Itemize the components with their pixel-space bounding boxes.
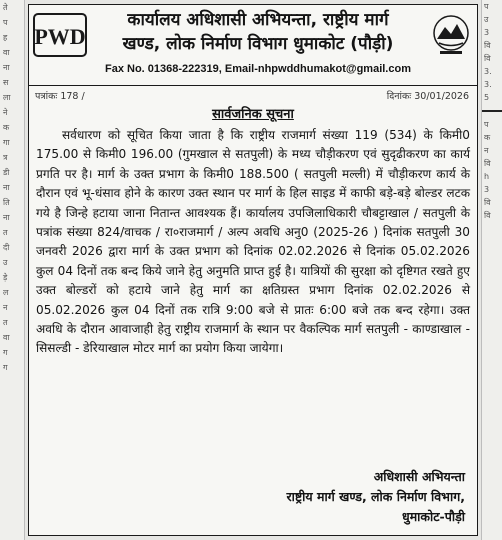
letterhead — [29, 5, 477, 86]
edge-text: प — [484, 2, 489, 11]
column-divider — [482, 110, 502, 112]
edge-text: ह — [3, 33, 8, 42]
signatory-title: अधिशासी अभियन्ता — [373, 469, 465, 484]
edge-text: ने — [3, 108, 8, 117]
reference-number: पत्रांकः 178 / — [35, 91, 85, 102]
edge-text: गा — [3, 138, 10, 147]
edge-text: वि — [484, 211, 491, 220]
reference-row — [29, 86, 477, 102]
edge-text: ड़े — [3, 273, 8, 282]
edge-text: वि — [484, 159, 491, 168]
edge-text: प — [3, 18, 8, 27]
notice-title: सार्वजनिक सूचना — [212, 107, 294, 122]
pwd-logo — [33, 13, 87, 57]
edge-text: ल — [3, 288, 9, 297]
notice-paragraph: सर्वधारण को सूचित किया जाता है कि राष्ट्रीय राजमार्ग संख्या 119 (534) के किमी0 175.00 से किमी0 196.00 (गुमखाल से सतपुली) के मध्य चौड़ीकरण एवं सुदृढीकरण का कार्य प्रगति पर है। मार्ग के उक्त प्रभाग के किमी0 188.500 ( सतपुली मल्ली) में चौड़ीकरण कार्य के दौरान एवं भू-धंसाव होने के कारण उक्त स्थान पर मार्ग के हिल साइड में काफी बड़े-बड़े बोल्डर लटक गये है जिन्हे हटाया जाना नितान्त आवश्यक हैं। कार्यालय उपजिलाधिकारी चौबट्टाखाल / सतपुली के पत्रांक संख्या 824/वाचक / रा०राजमार्ग / अल्प अवधि अनु0 (2025-26 ) दिनांक सतपुली 30 जनवरी 2026 द्वारा मार्ग के उक्त प्रभाग को दिनांक 02.02.2026 से दिनांक 05.02.2026 कुल 04 दिनों तक बन्द किये जाने हेतु अनुमति प्राप्त हुई है। यात्रियों की सुरक्षा को दृष्टिगत रखते हुए उक्त बोल्डरों को हटाये जाने हेतु मार्ग का क्षतिग्रस्त प्रभाग दिनांक 02.02.2026 से 05.02.2026 कुल 04 दिनों तक रात्रि 9:00 बजे से प्रातः 6:00 बजे तक बन्द रहेगा। उक्त अवधि के दौरान आवाजाही हेतु राष्ट्रीय राजमार्ग के स्थान पर वैकल्पिक मार्ग सतपुली - काण्डाखाल - सिसल्डी - डेरियाखाल मोटर मार्ग का प्रयोग किया जायेगा। — [36, 128, 470, 356]
adjacent-column-right — [481, 0, 502, 540]
edge-text: प — [484, 120, 489, 129]
svg-text:PWD: PWD — [34, 24, 86, 49]
edge-text: स — [3, 78, 9, 87]
state-emblem-icon — [431, 13, 471, 57]
signatory-location: धुमाकोट-पौड़ी — [402, 509, 465, 524]
edge-text: 3 — [484, 185, 490, 194]
adjacent-column-left — [0, 0, 25, 540]
edge-text: वि — [484, 54, 491, 63]
office-division: खण्ड, लोक निर्माण विभाग धुमाकोट (पौड़ी) — [122, 34, 394, 54]
edge-text: न — [3, 303, 8, 312]
edge-text: ला — [3, 93, 11, 102]
notice-date: दिनांकः 30/01/2026 — [386, 91, 469, 102]
edge-text: वि — [484, 198, 491, 207]
signature-block — [287, 467, 465, 527]
edge-text: दी — [3, 243, 10, 252]
edge-text: 5 — [484, 93, 490, 102]
notice-body — [29, 122, 477, 359]
edge-text: क — [3, 123, 10, 132]
edge-text: त्र — [3, 153, 8, 162]
edge-text: न — [484, 146, 489, 155]
edge-text: त — [3, 318, 8, 327]
edge-text: ग — [3, 363, 8, 372]
signatory-division: राष्ट्रीय मार्ग खण्ड, लोक निर्माण विभाग, — [286, 489, 465, 504]
contact-line: Fax No. 01368-222319, Email-nhpwddhumakot@gmail.com — [105, 63, 411, 75]
edge-text: ना — [3, 213, 10, 222]
edge-text: ग — [3, 348, 8, 357]
edge-text: त — [3, 228, 8, 237]
public-notice — [28, 4, 478, 536]
edge-text: डी — [3, 168, 10, 177]
edge-text: 3. — [484, 80, 492, 89]
edge-text: ते — [3, 3, 8, 12]
edge-text: 3 — [484, 28, 490, 37]
edge-text: उ — [484, 15, 489, 24]
edge-text: h — [484, 172, 490, 181]
edge-text: उ — [3, 258, 8, 267]
edge-text: क — [484, 133, 491, 142]
edge-text: वा — [3, 48, 10, 57]
edge-text: ना — [3, 63, 10, 72]
edge-text: ति — [3, 198, 10, 207]
edge-text: ना — [3, 183, 10, 192]
edge-text: वा — [3, 333, 10, 342]
office-name: कार्यालय अधिशासी अभियन्ता, राष्ट्रीय मार्ग — [127, 10, 389, 30]
edge-text: वि — [484, 41, 491, 50]
edge-text: 3. — [484, 67, 492, 76]
